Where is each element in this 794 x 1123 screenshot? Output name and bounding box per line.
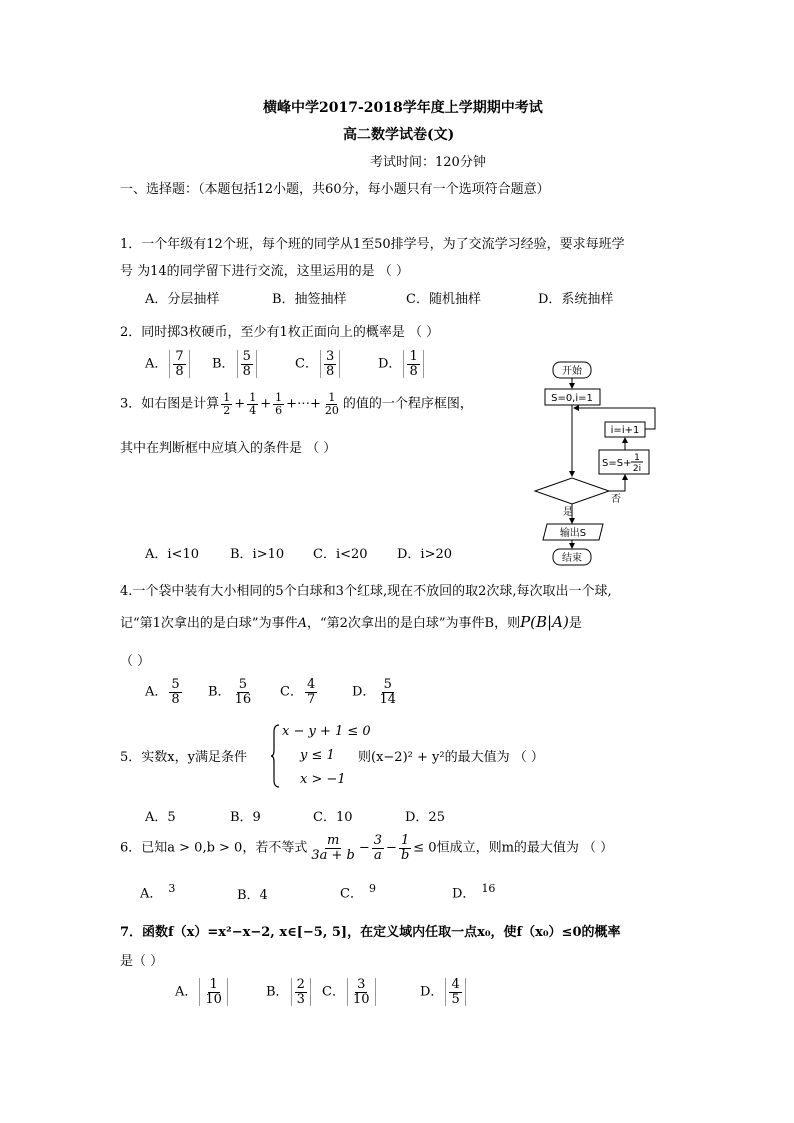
flow-decision [535,478,609,504]
q5-suffix: 则(x−2)² + y²的最大值为 （ ） [358,750,544,765]
q5-constraint-2: y ≤ 1 [300,748,335,763]
q3-option-b: B．i>10 [230,547,285,562]
q1-option-d: D．系统抽样 [538,292,614,307]
q6-option-a: A． $^3$ [140,882,176,902]
flow-start-text: 开始 [562,366,582,377]
q4-option-a: A． $\frac{5}{8}$ [145,677,180,707]
q5-prefix: 5．实数x，y满足条件 [120,750,247,765]
flow-update-den: 2i [632,464,642,474]
q5-constraint-3: x > −1 [300,772,346,787]
q4-option-b: B． $\frac{5}{16}$ [208,677,252,707]
flow-update-left: S=S+ [602,458,632,469]
school-title: 横峰中学2017-2018学年度上学期期中考试 [263,100,543,116]
flow-no-label: 否 [611,494,621,505]
section-heading: 一、选择题：（本题包括12小题，共60分，每小题只有一个选项符合题意） [120,182,550,197]
q5-option-a: A．5 [145,810,176,825]
q1-option-c: C．随机抽样 [406,292,481,307]
flow-end-text: 结束 [562,553,582,564]
q3-line1: 3．如右图是计算 $\frac{1}{2}$ + $\frac{1}{4}$ + $\frac{1}{6}$ +⋯+ $\frac{1}{20}$ 的值的一个程序框图， [120,391,473,417]
q5-option-d: D．25 [405,810,445,825]
q4-option-c: C． $\frac{4}{7}$ [280,677,316,707]
q2-option-c: C． $\frac{3}{8}$ [295,350,342,378]
q4-line1: 4.一个袋中装有大小相同的5个白球和3个红球,现在不放回的取2次球,每次取出一个球, [120,584,612,599]
flow-update-num: 1 [634,453,640,463]
q4-option-d: D． $\frac{5}{14}$ [352,677,396,707]
q2-option-b: B． $\frac{5}{8}$ [212,350,259,378]
flow-yes-label: 是 [563,507,573,518]
q3-option-d: D．i>20 [397,547,453,562]
q7-option-b: B． $\frac{2}{3}$ [266,978,313,1006]
q4-line2: 记“第1次拿出的是白球”为事件A，“第2次拿出的是白球”为事件B，则P(B|A)是 [120,613,582,631]
q1-option-b: B．抽签抽样 [272,292,347,307]
q6-line: 6．已知a > 0,b > 0，若不等式 $\frac{m}{3a + b}$ − $\frac{3}{a}$ − $\frac{1}{b}$ ≤ 0恒成立，则m的最大值为 （ ） [120,833,614,863]
q3-option-c: C．i<20 [313,547,368,562]
flow-init-text: S=0,i=1 [551,393,593,404]
flow-output-text: 输出S [559,528,587,539]
q5-option-c: C．10 [313,810,353,825]
q2-stem: 2．同时掷3枚硬币，至少有1枚正面向上的概率是 （ ） [120,325,440,340]
flowchart [525,358,665,568]
q4-line3: （ ） [120,654,151,669]
q1-option-a: A．分层抽样 [145,292,220,307]
q2-option-d: D． $\frac{1}{8}$ [378,350,426,378]
q5-brace [270,724,280,788]
q2-option-a: A． $\frac{7}{8}$ [145,350,192,378]
q7-option-c: C． $\frac{3}{10}$ [322,978,378,1006]
q6-option-c: C． $^9$ [340,882,376,902]
q7-option-a: A． $\frac{1}{10}$ [175,978,230,1006]
q3-line2: 其中在判断框中应填入的条件是 （ ） [120,441,337,456]
q7-line2: 是（ ） [120,954,164,969]
q7-option-d: D． $\frac{4}{5}$ [420,978,468,1006]
flow-incr-text: i=i+1 [610,425,640,436]
q1-line1: 1．一个年级有12个班，每个班的同学从1至50排学号，为了交流学习经验，要求每班学 [120,237,625,252]
q3-option-a: A．i<10 [145,547,199,562]
paper-title: 高二数学试卷(文) [343,127,455,143]
q5-option-b: B．9 [230,810,261,825]
q5-constraint-1: x − y + 1 ≤ 0 [282,724,371,739]
exam-time: 考试时间：120分钟 [370,155,486,170]
q6-option-d: D． $^{16}$ [452,882,496,902]
q1-line2: 号 为14的同学留下进行交流，这里运用的是 （ ） [120,264,409,279]
q6-option-b: B．4 [237,888,268,903]
q7-line1: 7．函数f（x）=x²−x−2, x∈[−5, 5]，在定义域内任取一点x₀，使f（x₀）≤0的概率 [120,925,621,940]
